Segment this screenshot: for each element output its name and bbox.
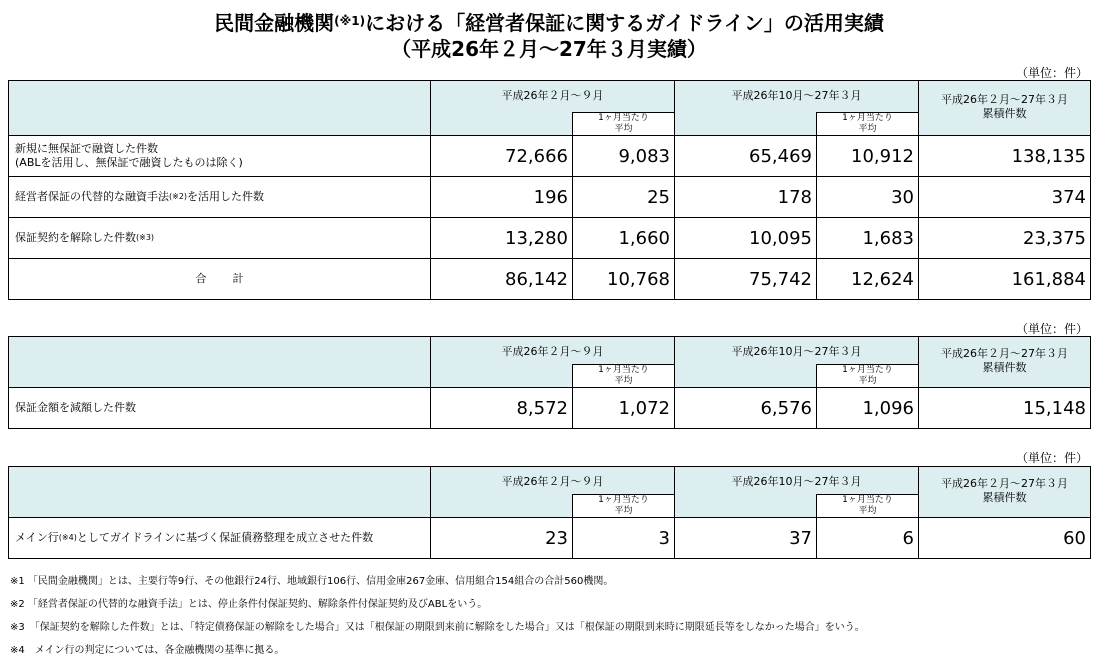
header-monthly-avg: 1ヶ月当たり 平均 (817, 113, 919, 136)
header-spacer (431, 365, 573, 388)
cell-value: 10,768 (573, 259, 675, 300)
cell-value: 12,624 (817, 259, 919, 300)
header-cumulative: 平成26年２月～27年３月 累積件数 (919, 337, 1091, 388)
title-line-2: （平成26年２月～27年３月実績） (391, 37, 707, 61)
cell-value: 13,280 (431, 218, 573, 259)
table-row (9, 136, 1091, 177)
unit-label-1: （単位：件） (1015, 66, 1088, 80)
cell-value: 374 (919, 177, 1091, 218)
header-cumulative: 平成26年２月～27年３月 累積件数 (919, 467, 1091, 518)
cell-value: 75,742 (675, 259, 817, 300)
cell-value: 25 (573, 177, 675, 218)
header-blank (9, 337, 431, 388)
cell-value: 60 (919, 518, 1091, 559)
title-line-1: 民間金融機関$^{(※1)}$における「経営者保証に関するガイドライン」の活用実績 (214, 11, 884, 35)
cell-value: 6 (817, 518, 919, 559)
cell-value: 65,469 (675, 136, 817, 177)
cell-value: 161,884 (919, 259, 1091, 300)
unit-label-2: （単位：件） (1015, 322, 1088, 336)
header-blank (9, 81, 431, 136)
header-monthly-avg: 1ヶ月当たり 平均 (573, 113, 675, 136)
cell-value: 138,135 (919, 136, 1091, 177)
cell-value: 86,142 (431, 259, 573, 300)
header-spacer (675, 113, 817, 136)
cell-value: 3 (573, 518, 675, 559)
footnote: ※2 「経営者保証の代替的な融資手法」とは、停止条件付保証契約、解除条件付保証契約及びABLをいう。 (10, 599, 488, 610)
header-period1: 平成26年２月～９月 (431, 81, 675, 113)
cell-value: 196 (431, 177, 573, 218)
header-spacer (675, 495, 817, 518)
cell-value: 8,572 (431, 388, 573, 429)
footnote: ※4 メイン行の判定については、各金融機関の基準に拠る。 (10, 645, 285, 656)
table-guarantee-reduction (8, 336, 1091, 429)
header-period1: 平成26年２月～９月 (431, 337, 675, 365)
header-monthly-avg: 1ヶ月当たり 平均 (573, 495, 675, 518)
table-row (9, 518, 1091, 559)
header-monthly-avg: 1ヶ月当たり 平均 (817, 495, 919, 518)
cell-value: 1,096 (817, 388, 919, 429)
table-row (9, 388, 1091, 429)
table-row (9, 177, 1091, 218)
table-main-bank-settlement (8, 466, 1091, 559)
header-monthly-avg: 1ヶ月当たり 平均 (573, 365, 675, 388)
header-period2: 平成26年10月～27年３月 (675, 337, 919, 365)
cell-value: 10,912 (817, 136, 919, 177)
table-row-total (9, 259, 1091, 300)
row-label: 保証金額を減額した件数 (9, 388, 431, 429)
header-spacer (675, 365, 817, 388)
header-spacer (431, 113, 573, 136)
header-cumulative: 平成26年２月～27年３月 累積件数 (919, 81, 1091, 136)
cell-value: 30 (817, 177, 919, 218)
table-row (9, 218, 1091, 259)
header-monthly-avg: 1ヶ月当たり 平均 (817, 365, 919, 388)
header-period2: 平成26年10月～27年３月 (675, 467, 919, 495)
cell-value: 1,683 (817, 218, 919, 259)
cell-value: 23,375 (919, 218, 1091, 259)
header-spacer (431, 495, 573, 518)
cell-value: 10,095 (675, 218, 817, 259)
cell-value: 1,072 (573, 388, 675, 429)
footnote: ※1 「民間金融機関」とは、主要行等9行、その他銀行24行、地域銀行106行、信用金庫267金庫、信用組合154組合の合計560機関。 (10, 576, 614, 587)
cell-value: 72,666 (431, 136, 573, 177)
cell-value: 23 (431, 518, 573, 559)
table-guideline-usage (8, 80, 1091, 300)
cell-value: 6,576 (675, 388, 817, 429)
cell-value: 37 (675, 518, 817, 559)
page-title (0, 10, 1098, 62)
header-period1: 平成26年２月～９月 (431, 467, 675, 495)
header-blank (9, 467, 431, 518)
footnote: ※3 「保証契約を解除した件数」とは、「特定債務保証の解除をした場合」又は「根保証の期限到来前に解除をした場合」又は「根保証の期限到来時に期限延長等をしなかった場合」をいう。 (10, 622, 865, 633)
footnotes (10, 570, 865, 662)
row-label: 経営者保証の代替的な融資手法$^{(※2)}$を活用した件数 (9, 177, 431, 218)
row-label-total: 合計 (9, 259, 431, 300)
cell-value: 15,148 (919, 388, 1091, 429)
header-period2: 平成26年10月～27年３月 (675, 81, 919, 113)
row-label: 保証契約を解除した件数$^{(※3)}$ (9, 218, 431, 259)
row-label: 新規に無保証で融資した件数 (ABLを活用し、無保証で融資したものは除く) (9, 136, 431, 177)
unit-label-3: （単位：件） (1015, 451, 1088, 465)
cell-value: 178 (675, 177, 817, 218)
row-label: メイン行$^{(※4)}$としてガイドラインに基づく保証債務整理を成立させた件数 (9, 518, 431, 559)
cell-value: 9,083 (573, 136, 675, 177)
cell-value: 1,660 (573, 218, 675, 259)
